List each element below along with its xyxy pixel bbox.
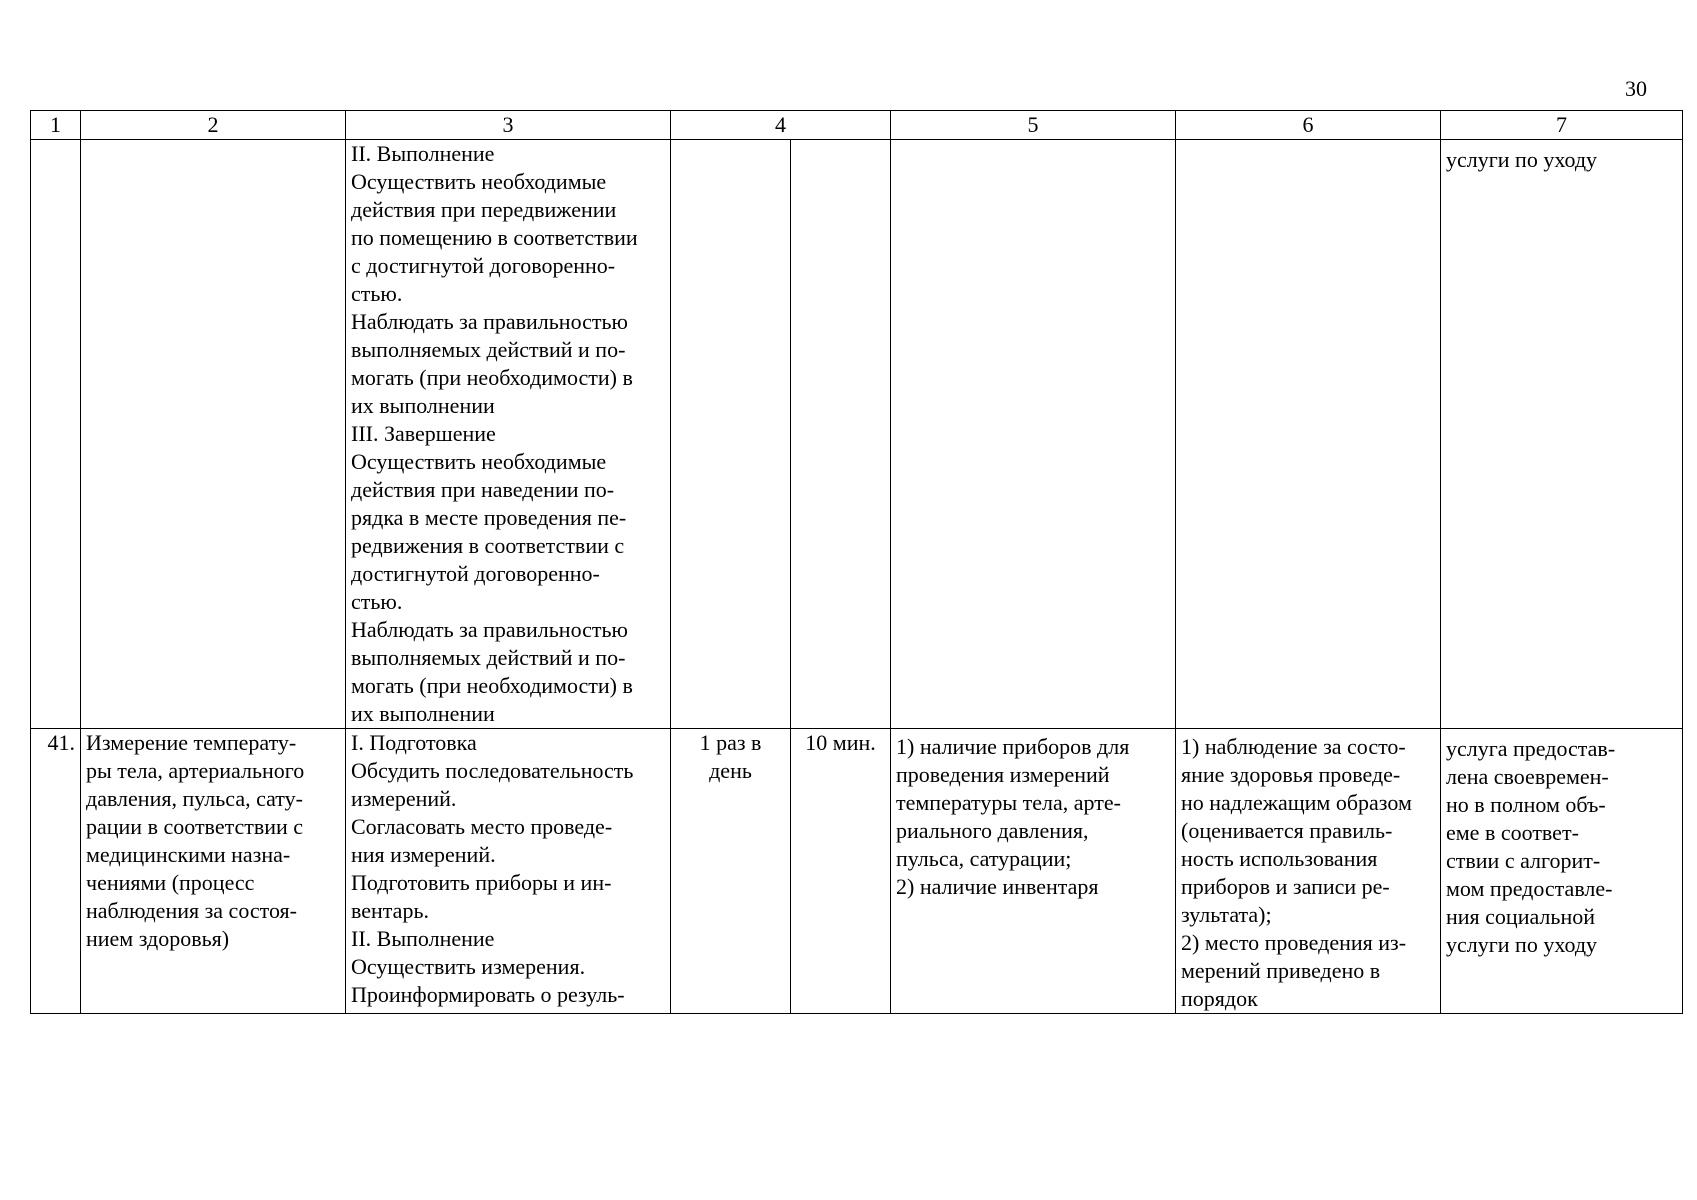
cell-text-line: риального давления, [896, 818, 1089, 843]
cell-text-line: услуги по уходу [1446, 147, 1598, 172]
cell-text-line: выполняемых действий и по- [351, 645, 626, 670]
cell-text-line: их выполнении [351, 393, 495, 418]
cell-text-line: приборов и записи ре- [1181, 874, 1390, 899]
services-table [30, 110, 1683, 1014]
cell-text-line: ры тела, артериального [86, 758, 305, 783]
row-number: 41. [31, 729, 81, 1014]
cont-col-6 [1176, 140, 1441, 729]
cell-text-line: зультата); [1181, 902, 1272, 927]
cell-text-line: Измерение температу- [86, 730, 297, 755]
cell-text-line: по помещению в соответствии [351, 225, 638, 250]
cell-text-line: действия при наведении по- [351, 477, 615, 502]
cell-text-line: ствии с алгорит- [1446, 848, 1601, 873]
cell-text-line: ния социальной [1446, 904, 1595, 929]
cell-text-line: мерений приведено в [1181, 958, 1381, 983]
cell-text-line: чениями (процесс [86, 870, 255, 895]
cell-text-line: рядка в месте проведения пе- [351, 505, 627, 530]
cell-text-line: Наблюдать за правильностью [351, 617, 628, 642]
header-col-6: 6 [1176, 111, 1441, 140]
table-row-41 [31, 729, 1683, 1014]
header-row [31, 111, 1683, 140]
cell-text-line: (оценивается правиль- [1181, 818, 1393, 843]
cell-text-line: Проинформировать о резуль- [351, 982, 625, 1007]
cell-text-line: давления, пульса, сату- [86, 786, 303, 811]
cont-col-5 [891, 140, 1176, 729]
cell-text-line: Осуществить необходимые [351, 449, 607, 474]
cell-text-line: стью. [351, 589, 403, 614]
page-number: 30 [1625, 76, 1647, 101]
cell-text-line: II. Выполнение [351, 141, 495, 166]
cell-text-line: мом предоставле- [1446, 876, 1613, 901]
row41-evaluation [1441, 729, 1683, 1014]
table-row-continuation [31, 140, 1683, 729]
cell-text-line: действия при передвижении [351, 197, 617, 222]
cell-text-line: вентарь. [351, 898, 429, 923]
cell-text-line: услуга предостав- [1446, 736, 1616, 761]
cell-text-line: нием здоровья) [86, 926, 230, 951]
cell-text-line: достигнутой договоренно- [351, 561, 600, 586]
cell-text-line: выполняемых действий и по- [351, 337, 626, 362]
cell-text-line: 10 мин. [805, 730, 876, 755]
cont-col-2 [81, 140, 346, 729]
cell-text-line: могать (при необходимости) в [351, 365, 633, 390]
header-col-7: 7 [1441, 111, 1683, 140]
cell-text-line: проведения измерений [896, 762, 1110, 787]
cell-text-line: рации в соответствии с [86, 814, 304, 839]
cell-text-line: еме в соответ- [1446, 820, 1579, 845]
cell-text-line: Согласовать место проведе- [351, 814, 613, 839]
header-col-2: 2 [81, 111, 346, 140]
cont-col-4a [671, 140, 791, 729]
cell-text-line: с достигнутой договоренно- [351, 253, 616, 278]
cell-text-line: III. Завершение [351, 421, 496, 446]
row41-conditions [891, 729, 1176, 1014]
cont-col-7 [1441, 140, 1683, 729]
cell-text-line: Осуществить измерения. [351, 954, 586, 979]
cell-text-line: Подготовить приборы и ин- [351, 870, 612, 895]
header-col-3: 3 [346, 111, 671, 140]
row41-duration [791, 729, 891, 1014]
cell-text-line: могать (при необходимости) в [351, 673, 633, 698]
cell-text-line: Осуществить необходимые [351, 169, 607, 194]
cell-text-line: услуги по уходу [1446, 932, 1598, 957]
cell-text-line: 1) наличие приборов для [896, 734, 1130, 759]
header-col-1: 1 [31, 111, 81, 140]
cont-col-3 [346, 140, 671, 729]
cell-text-line: ность использования [1181, 846, 1378, 871]
cell-text-line: их выполнении [351, 701, 495, 726]
cell-text-line: пульса, сатурации; [896, 846, 1072, 871]
cell-text-line: стью. [351, 281, 403, 306]
cell-text-line: 1) наблюдение за состо- [1181, 734, 1406, 759]
cont-col-4b [791, 140, 891, 729]
cell-text-line: день [709, 758, 752, 783]
cont-col-1 [31, 140, 81, 729]
cell-text-line: I. Подготовка [351, 730, 477, 755]
cell-text-line: 2) место проведения из- [1181, 930, 1407, 955]
cell-text-line: Обсудить последовательность [351, 758, 634, 783]
cell-text-line: но надлежащим образом [1181, 790, 1412, 815]
header-col-5: 5 [891, 111, 1176, 140]
cell-text-line: 1 раз в [699, 730, 762, 755]
cell-text-line: 2) наличие инвентаря [896, 874, 1099, 899]
header-col-4: 4 [671, 111, 891, 140]
cell-text-line: ния измерений. [351, 842, 496, 867]
cell-text-line: наблюдения за состоя- [86, 898, 297, 923]
cell-text-line: лена своевремен- [1446, 764, 1609, 789]
cell-text-line: II. Выполнение [351, 926, 495, 951]
cell-text-line: яние здоровья проведе- [1181, 762, 1401, 787]
row41-frequency [671, 729, 791, 1014]
cell-text-line: редвижения в соответствии с [351, 533, 625, 558]
cell-text-line: но в полном объ- [1446, 792, 1606, 817]
cell-text-line: измерений. [351, 786, 457, 811]
cell-text-line: медицинскими назна- [86, 842, 291, 867]
row41-procedure [346, 729, 671, 1014]
cell-text-line: температуры тела, арте- [896, 790, 1121, 815]
row41-quality-indicators [1176, 729, 1441, 1014]
row41-service-name [81, 729, 346, 1014]
cell-text-line: порядок [1181, 986, 1258, 1011]
cell-text-line: Наблюдать за правильностью [351, 309, 628, 334]
